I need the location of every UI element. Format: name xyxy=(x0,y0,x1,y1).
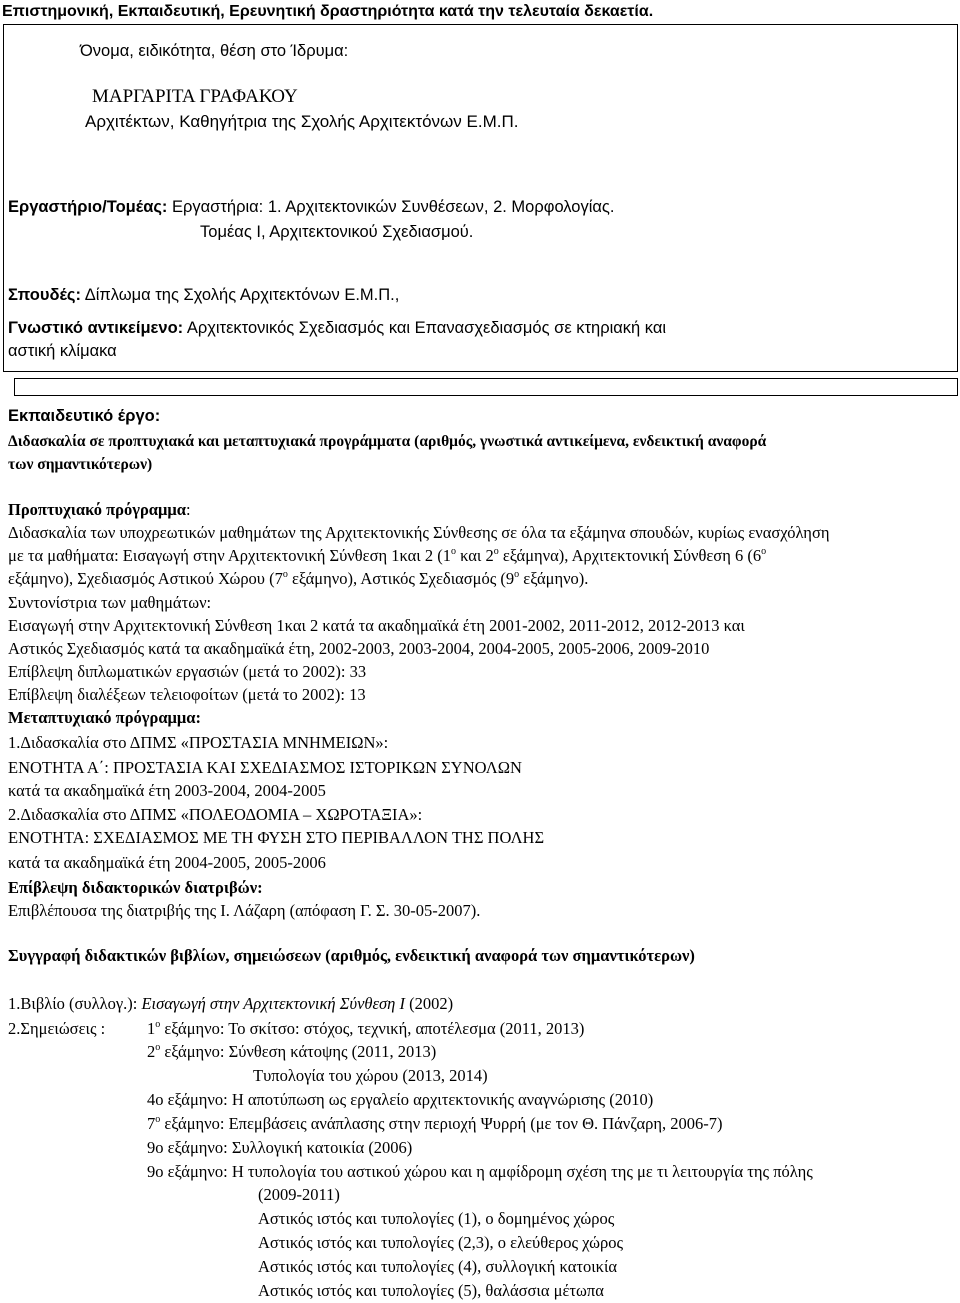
undergrad-text-f: εξάμηνο). xyxy=(519,569,589,588)
sup-o: ο xyxy=(282,569,288,580)
note-1 xyxy=(147,1017,584,1040)
field-line-2: αστική κλίμακα xyxy=(8,342,117,360)
sup-o: ο xyxy=(155,1114,161,1125)
book-entry xyxy=(8,992,453,1015)
separator-frame xyxy=(14,378,958,396)
books-heading: Συγγραφή διδακτικών βιβλίων, σημειώσεων (αριθμός, ενδεικτική αναφορά των σημαντικότερων) xyxy=(8,946,695,965)
undergrad-colon: : xyxy=(185,500,191,519)
undergrad-line-3 xyxy=(8,567,588,590)
note-1-text: εξάμηνο: Το σκίτσο: στόχος, τεχνική, αποτέλεσμα (2011, 2013) xyxy=(160,1019,585,1038)
note-2-text: εξάμηνο: Σύνθεση κάτοψης (2011, 2013) xyxy=(160,1042,437,1061)
undergrad-line-2 xyxy=(8,544,766,567)
section-title: Επιστημονική, Εκπαιδευτική, Ερευνητική δραστηριότητα κατά την τελευταία δεκαετία. xyxy=(2,3,654,20)
note-4-text: εξάμηνο: Επεμβάσεις ανάπλασης στην περιοχή Ψυρρή (με τον Θ. Πάνζαρη, 2006-7) xyxy=(160,1114,723,1133)
note-9: Αστικός ιστός και τυπολογίες (4), συλλογική κατοικία xyxy=(258,1257,618,1276)
field-label: Γνωστικό αντικείμενο: xyxy=(8,319,184,337)
grad-program-1-unit: ΕΝΟΤΗΤΑ Α΄: ΠΡΟΣΤΑΣΙΑ ΚΑΙ ΣΧΕΔΙΑΣΜΟΣ ΙΣΤΟΡΙΚΩΝ ΣΥΝΟΛΩΝ xyxy=(8,758,522,777)
studies-line xyxy=(8,284,399,307)
undergrad-heading xyxy=(8,498,191,521)
notes-label: 2.Σημειώσεις : xyxy=(8,1019,106,1038)
sup-o: ο xyxy=(450,546,456,557)
phd-label: Επίβλεψη διδακτορικών διατριβών: xyxy=(8,878,263,897)
book-prefix: 1.Βιβλίο (συλλογ.): xyxy=(8,994,142,1013)
undergrad-text-c: εξάμηνα), Αρχιτεκτονική Σύνθεση 6 (6 xyxy=(498,546,762,565)
person-name: ΜΑΡΓΑΡΙΤΑ ΓΡΑΦΑΚΟΥ xyxy=(92,86,298,107)
teaching-heading: Εκπαιδευτικό έργο: xyxy=(8,407,161,425)
undergrad-text-b: και 2 xyxy=(455,546,494,565)
note-5: 9ο εξάμηνο: Συλλογική κατοικία (2006) xyxy=(147,1138,413,1157)
note-1-num: 1 xyxy=(147,1019,156,1038)
coord-label: Συντονίστρια των μαθημάτων: xyxy=(8,593,212,612)
grad-program-2-years: κατά τα ακαδημαϊκά έτη 2004-2005, 2005-2006 xyxy=(8,853,326,872)
undergrad-line-1: Διδασκαλία των υποχρεωτικών μαθημάτων της Αρχιτεκτονικής Σύνθεσης σε όλα τα εξάμηνα σπουδών, κυρίως ενασχόληση xyxy=(8,523,830,542)
supervision-lectures: Επίβλεψη διαλέξεων τελειοφοίτων (μετά το 2002): 13 xyxy=(8,685,366,704)
grad-program-2-unit: ΕΝΟΤΗΤΑ: ΣΧΕΔΙΑΣΜΟΣ ΜΕ ΤΗ ΦΥΣΗ ΣΤΟ ΠΕΡΙΒΑΛΛΟΝ ΤΗΣ ΠΟΛΗΣ xyxy=(8,828,545,847)
studies-value: Δίπλωμα της Σχολής Αρχιτεκτόνων Ε.Μ.Π., xyxy=(81,286,400,304)
note-2-num: 2 xyxy=(147,1042,156,1061)
note-3: 4ο εξάμηνο: Η αποτύπωση ως εργαλείο αρχιτεκτονικής αναγνώρισης (2010) xyxy=(147,1090,654,1109)
undergrad-text-d: εξάμηνο), Σχεδιασμός Αστικού Χώρου (7 xyxy=(8,569,283,588)
name-label: Όνομα, ειδικότητα, θέση στο Ίδρυμα: xyxy=(80,42,349,60)
sup-o: ο xyxy=(761,546,767,557)
note-10: Αστικός ιστός και τυπολογίες (5), θαλάσσια μέτωπα xyxy=(258,1281,604,1300)
note-2-cont: Τυπολογία του χώρου (2013, 2014) xyxy=(253,1066,488,1085)
note-4 xyxy=(147,1112,722,1135)
grad-program-1-years: κατά τα ακαδημαϊκά έτη 2003-2004, 2004-2005 xyxy=(8,781,326,800)
note-6-cont: (2009-2011) xyxy=(258,1185,340,1204)
grad-program-1: 1.Διδασκαλία στο ΔΠΜΣ «ΠΡΟΣΤΑΣΙΑ ΜΝΗΜΕΙΩΝ»: xyxy=(8,733,389,752)
book-year: (2002) xyxy=(405,994,454,1013)
note-2 xyxy=(147,1040,436,1063)
sup-o: ο xyxy=(155,1042,161,1053)
note-6: 9ο εξάμηνο: Η τυπολογία του αστικού χώρου και η αμφίδρομη σχέση της με τι λειτουργία της πόλης xyxy=(147,1162,813,1181)
undergrad-text-e: εξάμηνο), Αστικός Σχεδιασμός (9 xyxy=(287,569,515,588)
coord-line-1: Εισαγωγή στην Αρχιτεκτονική Σύνθεση 1και 2 κατά τα ακαδημαϊκά έτη 2001-2002, 2011-2012, 2012-2013 και xyxy=(8,616,745,635)
sector: Τομέας Ι, Αρχιτεκτονικού Σχεδιασμού. xyxy=(200,223,474,241)
book-title: Εισαγωγή στην Αρχιτεκτονική Σύνθεση Ι xyxy=(141,994,405,1013)
grad-label: Μεταπτυχιακό πρόγραμμα: xyxy=(8,708,201,727)
teaching-subheading-2: των σημαντικότερων) xyxy=(8,456,153,473)
teaching-subheading-1: Διδασκαλία σε προπτυχιακά και μεταπτυχιακά προγράμματα (αριθμός, γνωστικά αντικείμενα, ενδεικτική αναφορά xyxy=(8,433,767,450)
sup-o: ο xyxy=(514,569,520,580)
undergrad-label: Προπτυχιακό πρόγραμμα xyxy=(8,500,186,519)
note-8: Αστικός ιστός και τυπολογίες (2,3), ο ελεύθερος χώρος xyxy=(258,1233,624,1252)
lab-value: Εργαστήρια: 1. Αρχιτεκτονικών Συνθέσεων, 2. Μορφολογίας. xyxy=(167,198,615,216)
supervision-theses: Επίβλεψη διπλωματικών εργασιών (μετά το 2002): 33 xyxy=(8,662,367,681)
lab-label: Εργαστήριο/Τομέας: xyxy=(8,198,168,216)
coord-line-2: Αστικός Σχεδιασμός κατά τα ακαδημαϊκά έτη, 2002-2003, 2003-2004, 2004-2005, 2005-2006, 2009-2010 xyxy=(8,639,710,658)
grad-program-2: 2.Διδασκαλία στο ΔΠΜΣ «ΠΟΛΕΟΔΟΜΙΑ – ΧΩΡΟΤΑΞΙΑ»: xyxy=(8,805,423,824)
sup-o: ο xyxy=(493,546,499,557)
note-7: Αστικός ιστός και τυπολογίες (1), ο δομημένος χώρος xyxy=(258,1209,615,1228)
phd-value: Επιβλέπουσα της διατριβής της Ι. Λάζαρη (απόφαση Γ. Σ. 30-05-2007). xyxy=(8,901,481,920)
field-line xyxy=(8,317,666,340)
studies-label: Σπουδές: xyxy=(8,286,82,304)
person-position: Αρχιτέκτων, Καθηγήτρια της Σχολής Αρχιτεκτόνων Ε.Μ.Π. xyxy=(85,112,519,131)
field-value: Αρχιτεκτονικός Σχεδιασμός και Επανασχεδιασμός σε κτηριακή και xyxy=(183,319,667,337)
sup-o: ο xyxy=(155,1019,161,1030)
undergrad-text-a: με τα μαθήματα: Εισαγωγή στην Αρχιτεκτονική Σύνθεση 1και 2 (1 xyxy=(8,546,451,565)
note-4-num: 7 xyxy=(147,1114,156,1133)
lab-line xyxy=(8,196,614,219)
